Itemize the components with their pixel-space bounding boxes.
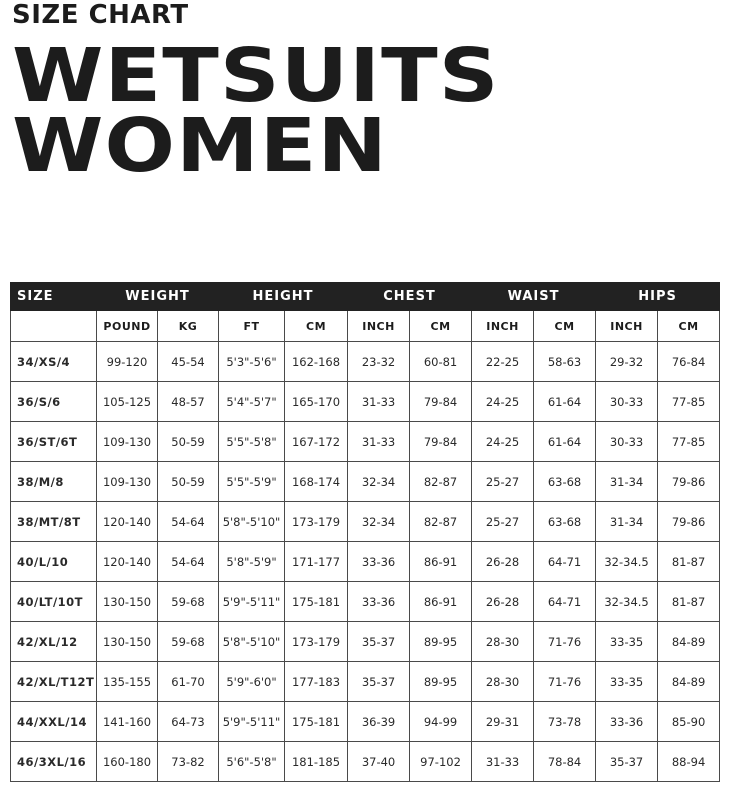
measure-cell: 29-32 [596, 342, 658, 382]
measure-cell: 30-33 [596, 382, 658, 422]
measure-cell: 130-150 [97, 582, 158, 622]
table-row [11, 542, 720, 582]
measure-cell: 31-33 [348, 382, 410, 422]
group-header-waist: WAIST [472, 283, 596, 311]
measure-cell: 28-30 [472, 622, 534, 662]
unit-header-cell: POUND [97, 311, 158, 342]
measure-cell: 84-89 [658, 622, 720, 662]
title-women: WOMEN [12, 103, 388, 189]
measure-cell: 71-76 [534, 622, 596, 662]
unit-header-cell [11, 311, 97, 342]
measure-cell: 77-85 [658, 422, 720, 462]
measure-cell: 85-90 [658, 702, 720, 742]
measure-cell: 59-68 [158, 582, 219, 622]
size-chart-kicker: SIZE CHART [12, 0, 189, 30]
unit-header-cell: CM [285, 311, 348, 342]
measure-cell: 24-25 [472, 382, 534, 422]
unit-header-cell: INCH [596, 311, 658, 342]
measure-cell: 86-91 [410, 582, 472, 622]
table-row [11, 702, 720, 742]
measure-cell: 63-68 [534, 462, 596, 502]
table-row [11, 422, 720, 462]
measure-cell: 35-37 [348, 662, 410, 702]
measure-cell: 50-59 [158, 462, 219, 502]
measure-cell: 24-25 [472, 422, 534, 462]
measure-cell: 120-140 [97, 542, 158, 582]
measure-cell: 79-86 [658, 462, 720, 502]
size-table [10, 282, 720, 782]
measure-cell: 5'8"-5'10" [219, 502, 285, 542]
table-row [11, 382, 720, 422]
measure-cell: 58-63 [534, 342, 596, 382]
measure-cell: 120-140 [97, 502, 158, 542]
unit-header-cell: INCH [472, 311, 534, 342]
measure-cell: 5'8"-5'9" [219, 542, 285, 582]
measure-cell: 89-95 [410, 622, 472, 662]
measure-cell: 97-102 [410, 742, 472, 782]
measure-cell: 64-73 [158, 702, 219, 742]
measure-cell: 78-84 [534, 742, 596, 782]
measure-cell: 181-185 [285, 742, 348, 782]
measure-cell: 33-36 [348, 582, 410, 622]
measure-cell: 79-86 [658, 502, 720, 542]
table-row [11, 662, 720, 702]
group-header-hips: HIPS [596, 283, 720, 311]
measure-cell: 37-40 [348, 742, 410, 782]
table-row [11, 502, 720, 542]
measure-cell: 31-33 [348, 422, 410, 462]
measure-cell: 109-130 [97, 462, 158, 502]
size-cell: 46/3XL/16 [11, 742, 97, 782]
measure-cell: 173-179 [285, 502, 348, 542]
measure-cell: 175-181 [285, 702, 348, 742]
measure-cell: 81-87 [658, 582, 720, 622]
measure-cell: 135-155 [97, 662, 158, 702]
measure-cell: 31-34 [596, 462, 658, 502]
measure-cell: 48-57 [158, 382, 219, 422]
measure-cell: 33-36 [348, 542, 410, 582]
measure-cell: 33-36 [596, 702, 658, 742]
measure-cell: 60-81 [410, 342, 472, 382]
measure-cell: 63-68 [534, 502, 596, 542]
measure-cell: 160-180 [97, 742, 158, 782]
measure-cell: 94-99 [410, 702, 472, 742]
measure-cell: 73-82 [158, 742, 219, 782]
table-body [11, 342, 720, 782]
measure-cell: 81-87 [658, 542, 720, 582]
measure-cell: 25-27 [472, 462, 534, 502]
group-header-size: SIZE [11, 283, 97, 311]
measure-cell: 5'3"-5'6" [219, 342, 285, 382]
size-cell: 36/ST/6T [11, 422, 97, 462]
measure-cell: 26-28 [472, 582, 534, 622]
measure-cell: 45-54 [158, 342, 219, 382]
measure-cell: 5'6"-5'8" [219, 742, 285, 782]
measure-cell: 29-31 [472, 702, 534, 742]
measure-cell: 88-94 [658, 742, 720, 782]
measure-cell: 61-64 [534, 382, 596, 422]
measure-cell: 99-120 [97, 342, 158, 382]
unit-header-cell: CM [534, 311, 596, 342]
measure-cell: 105-125 [97, 382, 158, 422]
measure-cell: 61-70 [158, 662, 219, 702]
size-cell: 38/M/8 [11, 462, 97, 502]
measure-cell: 86-91 [410, 542, 472, 582]
measure-cell: 5'9"-5'11" [219, 702, 285, 742]
unit-header-row [11, 311, 720, 342]
measure-cell: 64-71 [534, 542, 596, 582]
size-cell: 40/LT/10T [11, 582, 97, 622]
measure-cell: 89-95 [410, 662, 472, 702]
measure-cell: 5'5"-5'9" [219, 462, 285, 502]
measure-cell: 71-76 [534, 662, 596, 702]
measure-cell: 32-34.5 [596, 582, 658, 622]
measure-cell: 35-37 [596, 742, 658, 782]
measure-cell: 79-84 [410, 422, 472, 462]
measure-cell: 165-170 [285, 382, 348, 422]
measure-cell: 5'9"-5'11" [219, 582, 285, 622]
unit-header-cell: CM [410, 311, 472, 342]
measure-cell: 175-181 [285, 582, 348, 622]
measure-cell: 5'8"-5'10" [219, 622, 285, 662]
measure-cell: 23-32 [348, 342, 410, 382]
measure-cell: 31-34 [596, 502, 658, 542]
measure-cell: 5'5"-5'8" [219, 422, 285, 462]
measure-cell: 73-78 [534, 702, 596, 742]
measure-cell: 30-33 [596, 422, 658, 462]
unit-header-cell: INCH [348, 311, 410, 342]
measure-cell: 22-25 [472, 342, 534, 382]
measure-cell: 167-172 [285, 422, 348, 462]
measure-cell: 130-150 [97, 622, 158, 662]
table-row [11, 742, 720, 782]
size-cell: 38/MT/8T [11, 502, 97, 542]
table-row [11, 342, 720, 382]
measure-cell: 59-68 [158, 622, 219, 662]
size-cell: 42/XL/12 [11, 622, 97, 662]
size-cell: 34/XS/4 [11, 342, 97, 382]
unit-header-cell: FT [219, 311, 285, 342]
measure-cell: 162-168 [285, 342, 348, 382]
title-wetsuits: WETSUITS [12, 33, 500, 119]
measure-cell: 32-34 [348, 462, 410, 502]
measure-cell: 79-84 [410, 382, 472, 422]
measure-cell: 5'9"-6'0" [219, 662, 285, 702]
unit-header-cell: CM [658, 311, 720, 342]
group-header-row [11, 283, 720, 311]
measure-cell: 32-34 [348, 502, 410, 542]
measure-cell: 173-179 [285, 622, 348, 662]
measure-cell: 141-160 [97, 702, 158, 742]
group-header-height: HEIGHT [219, 283, 348, 311]
measure-cell: 84-89 [658, 662, 720, 702]
measure-cell: 54-64 [158, 542, 219, 582]
measure-cell: 77-85 [658, 382, 720, 422]
measure-cell: 5'4"-5'7" [219, 382, 285, 422]
measure-cell: 54-64 [158, 502, 219, 542]
measure-cell: 31-33 [472, 742, 534, 782]
size-cell: 40/L/10 [11, 542, 97, 582]
size-cell: 44/XXL/14 [11, 702, 97, 742]
table-row [11, 462, 720, 502]
size-cell: 42/XL/T12T [11, 662, 97, 702]
measure-cell: 82-87 [410, 462, 472, 502]
measure-cell: 33-35 [596, 622, 658, 662]
measure-cell: 171-177 [285, 542, 348, 582]
table-row [11, 582, 720, 622]
measure-cell: 109-130 [97, 422, 158, 462]
unit-header-cell: KG [158, 311, 219, 342]
table-row [11, 622, 720, 662]
measure-cell: 168-174 [285, 462, 348, 502]
measure-cell: 177-183 [285, 662, 348, 702]
measure-cell: 76-84 [658, 342, 720, 382]
measure-cell: 82-87 [410, 502, 472, 542]
measure-cell: 36-39 [348, 702, 410, 742]
measure-cell: 25-27 [472, 502, 534, 542]
group-header-chest: CHEST [348, 283, 472, 311]
measure-cell: 26-28 [472, 542, 534, 582]
measure-cell: 33-35 [596, 662, 658, 702]
measure-cell: 32-34.5 [596, 542, 658, 582]
measure-cell: 28-30 [472, 662, 534, 702]
measure-cell: 35-37 [348, 622, 410, 662]
group-header-weight: WEIGHT [97, 283, 219, 311]
measure-cell: 50-59 [158, 422, 219, 462]
size-cell: 36/S/6 [11, 382, 97, 422]
measure-cell: 61-64 [534, 422, 596, 462]
measure-cell: 64-71 [534, 582, 596, 622]
